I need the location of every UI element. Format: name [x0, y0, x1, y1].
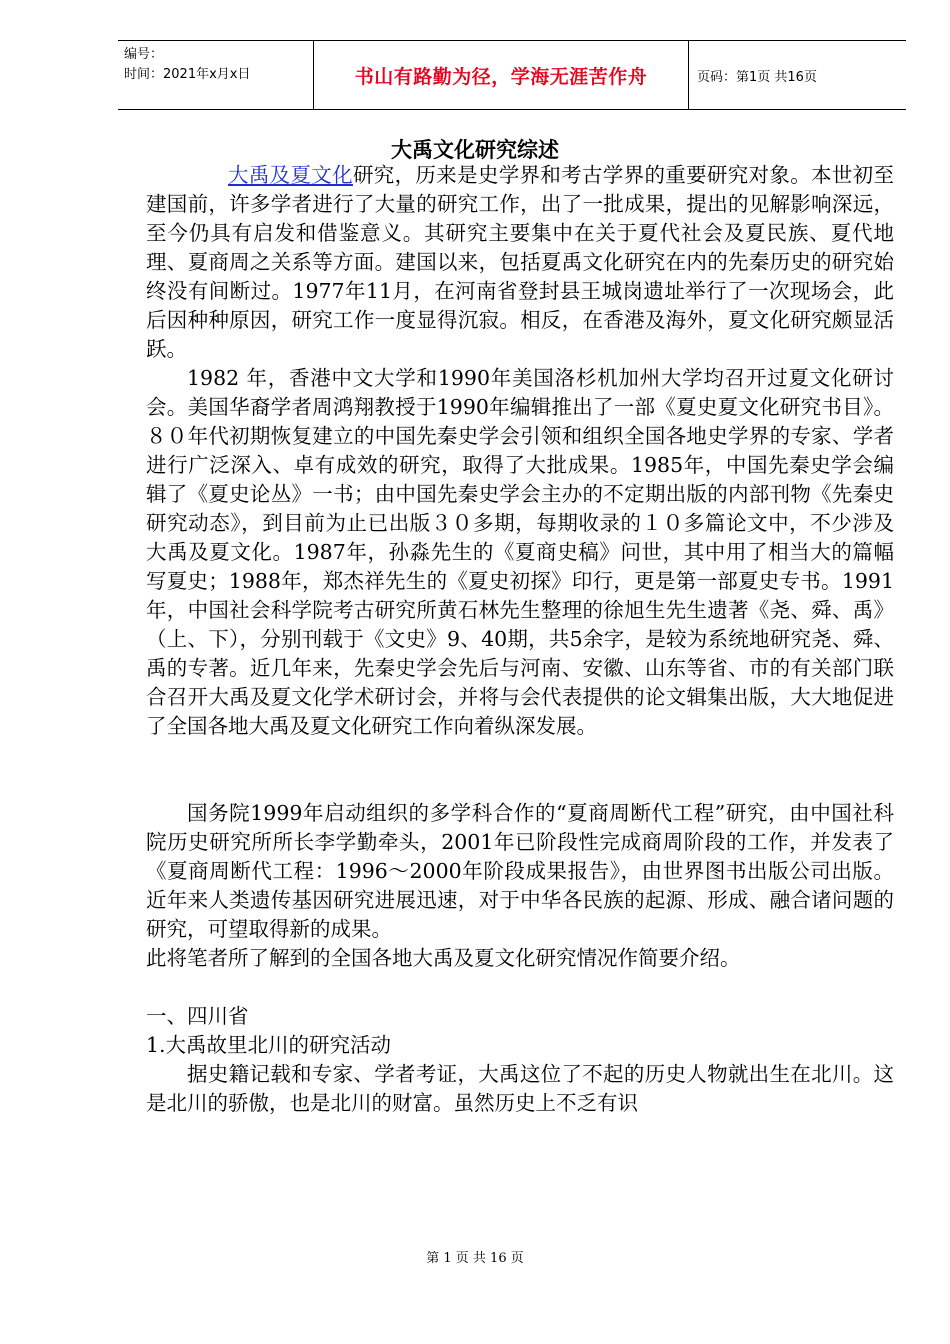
paragraph-research-history: 1982 年，香港中文大学和1990年美国洛杉机加州大学均召开过夏文化研讨会。美国华裔学者周鸿翔教授于1990年编辑推出了一部《夏史夏文化研究书目》。８０年代初期恢复建立的中国先秦史学会引领和组织全国各地史学界的专家、学者进行广泛深入、卓有成效的研究，取得了大批成果。1985年，中国先秦史学会编辑了《夏史论丛》一书；由中国先秦史学会主办的不定期出版的内部刊物《先秦史研究动态》，到目前为止已出版３０多期，每期收录的１０多篇论文中，不少涉及大禹及夏文化。1987年，孙淼先生的《夏商史稿》问世，其中用了相当大的篇幅写夏史；1988年，郑杰祥先生的《夏史初探》印行，更是第一部夏史专书。1991年，中国社会科学院考古研究所黄石林先生整理的徐旭生先生遗著《尧、舜、禹》（上、下），分别刊载于《文史》9、40期，共5余字，是较为系统地研究尧、舜、禹的专著。近几年来，先秦史学会先后与河南、安徽、山东等省、市的有关部门联合召开大禹及夏文化学术研讨会，并将与会代表提供的论文辑集出版，大大地促进了全国各地大禹及夏文化研究工作向着纵深发展。	[146, 366, 894, 738]
paragraph-beichuan: 据史籍记载和专家、学者考证，大禹这位了不起的历史人物就出生在北川。这是北川的骄傲，也是北川的财富。虽然历史上不乏有识	[146, 1062, 894, 1115]
header-motto: 书山有路勤为径，学海无涯苦作舟	[314, 41, 689, 109]
document-title: 大禹文化研究综述	[391, 138, 559, 162]
paragraph-intro-text: 研究，历来是史学界和考古学界的重要研究对象。本世初至建国前，许多学者进行了大量的研究工作，出了一批成果，提出的见解影响深远，至今仍具有启发和借鉴意义。其研究主要集中在关于夏代社会及夏民族、夏代地理、夏商周之关系等方面。建国以来，包括夏禹文化研究在内的先秦历史的研究始终没有间断过。1977年11月，在河南省登封县王城岗遗址举行了一次现场会，此后因种种原因，研究工作一度显得沉寂。相反，在香港及海外，夏文化研究颇显活跃。	[146, 163, 895, 361]
subsection-heading: 1.大禹故里北川的研究活动	[146, 1033, 392, 1057]
page-footer: 第 1 页 共 16 页	[426, 1251, 524, 1266]
paragraph-intro	[146, 161, 894, 364]
paragraph-gap	[146, 741, 894, 799]
topic-link[interactable]: 大禹及夏文化	[228, 163, 353, 187]
document-header	[118, 40, 906, 110]
paragraph-summary: 此将笔者所了解到的全国各地大禹及夏文化研究情况作简要介绍。	[146, 946, 741, 970]
section-heading: 一、四川省	[146, 1004, 249, 1028]
paragraph-gap	[146, 973, 894, 1002]
number-label: 编号：	[124, 47, 164, 62]
paragraph-project: 国务院1999年启动组织的多学科合作的“夏商周断代工程”研究，由中国社科院历史研究所所长李学勤牵头，2001年已阶段性完成商周阶段的工作，并发表了《夏商周断代工程：1996～2000年阶段成果报告》，由世界图书出版公司出版。近年来人类遗传基因研究进展迅速，对于中华各民族的起源、形成、融合诸问题的研究，可望取得新的成果。	[146, 801, 894, 941]
header-page-info: 页码：第1页 共16页	[697, 69, 817, 85]
header-meta-cell	[118, 41, 314, 109]
time-label: 时间：2021年x月x日	[124, 67, 251, 82]
document-body	[146, 161, 894, 1118]
